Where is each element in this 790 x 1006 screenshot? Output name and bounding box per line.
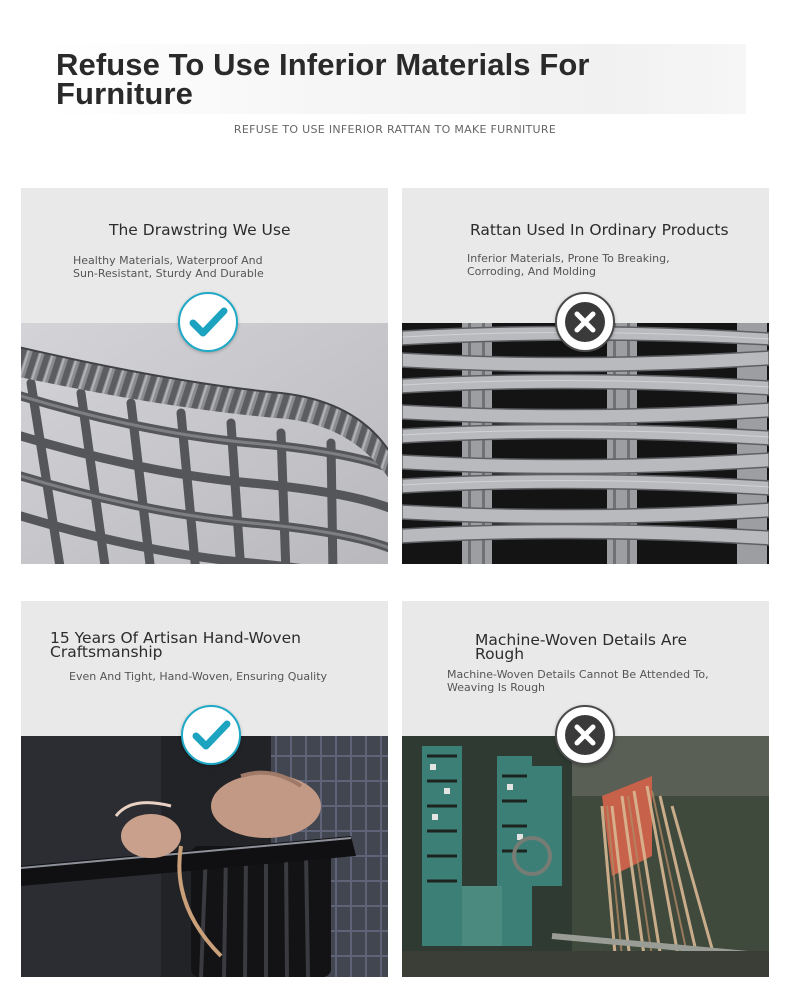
card-ordinary-rattan bbox=[402, 188, 769, 564]
check-icon bbox=[183, 707, 239, 763]
check-badge bbox=[178, 292, 238, 352]
check-badge bbox=[181, 705, 241, 765]
inferior-rattan-weave-photo bbox=[402, 323, 769, 564]
page-title: Refuse To Use Inferior Materials For Furniture bbox=[56, 47, 590, 111]
card-title: The Drawstring We Use bbox=[109, 221, 291, 239]
card-artisan-craft bbox=[21, 601, 388, 977]
weaving-machine-photo bbox=[402, 736, 769, 977]
card-description: Inferior Materials, Prone To Breaking, Corroding, And Molding bbox=[467, 252, 670, 278]
cross-icon bbox=[557, 294, 613, 350]
check-icon bbox=[180, 294, 236, 350]
card-description: Even And Tight, Hand-Woven, Ensuring Quality bbox=[69, 670, 328, 683]
card-description: Healthy Materials, Waterproof And Sun-Resistant, Sturdy And Durable bbox=[73, 254, 264, 280]
hands-weaving-photo bbox=[21, 736, 388, 977]
card-description: Machine-Woven Details Cannot Be Attended To, Weaving Is Rough bbox=[447, 668, 709, 694]
cross-badge bbox=[555, 705, 615, 765]
card-title: Machine-Woven Details Are Rough bbox=[475, 631, 688, 663]
card-title: Rattan Used In Ordinary Products bbox=[470, 221, 729, 239]
card-title: 15 Years Of Artisan Hand-Woven Craftsmanship bbox=[50, 629, 301, 661]
card-machine-woven bbox=[402, 601, 769, 977]
page-subtitle: REFUSE TO USE INFERIOR RATTAN TO MAKE FURNITURE bbox=[233, 123, 557, 136]
woven-drawstring-chair-photo bbox=[21, 323, 388, 564]
cross-badge bbox=[555, 292, 615, 352]
cross-icon bbox=[557, 707, 613, 763]
card-drawstring bbox=[21, 188, 388, 564]
